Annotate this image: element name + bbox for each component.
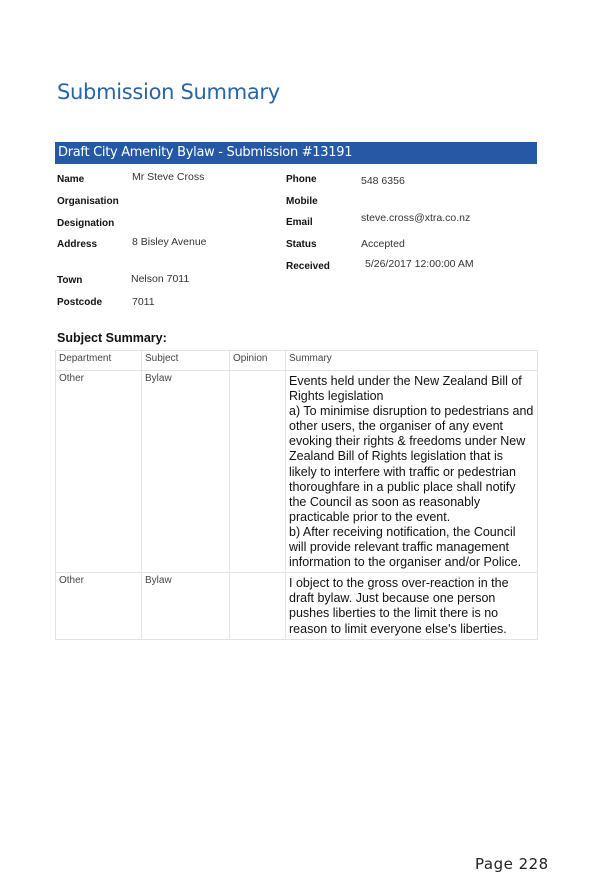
designation-label: Designation [57, 218, 115, 229]
subject-cell: Bylaw [142, 573, 230, 639]
address-value: 8 Bisley Avenue [132, 236, 207, 248]
name-value: Mr Steve Cross [132, 171, 205, 183]
column-header-opinion: Opinion [230, 351, 286, 371]
email-value: steve.cross@xtra.co.nz [361, 212, 471, 224]
column-header-department: Department [56, 351, 142, 371]
table-row [56, 371, 538, 573]
email-label: Email [286, 217, 313, 228]
department-cell: Other [56, 371, 142, 573]
postcode-value: 7011 [132, 296, 155, 308]
summary-cell [286, 371, 538, 573]
mobile-label: Mobile [286, 196, 318, 207]
subject-summary-heading: Subject Summary: [57, 331, 167, 345]
received-value: 5/26/2017 12:00:00 AM [365, 258, 474, 270]
phone-value: 548 6356 [361, 175, 405, 187]
status-value: Accepted [361, 238, 405, 250]
address-label: Address [57, 239, 98, 250]
summary-line: b) After receiving notification, the Council will provide relevant traffic management information to the organiser and/or Police. [289, 524, 522, 570]
column-header-subject: Subject [142, 351, 230, 371]
subject-cell: Bylaw [142, 371, 230, 573]
town-value: Nelson 7011 [131, 273, 190, 285]
summary-line: Events held under the New Zealand Bill of Rights legislation [289, 374, 522, 404]
town-label: Town [57, 275, 83, 286]
opinion-cell [230, 371, 286, 573]
postcode-label: Postcode [57, 297, 103, 308]
table-header-row [56, 351, 538, 371]
status-label: Status [286, 239, 317, 250]
department-cell: Other [56, 573, 142, 639]
organisation-label: Organisation [57, 196, 119, 207]
page-title: Submission Summary [57, 80, 280, 104]
name-label: Name [57, 174, 85, 185]
phone-label: Phone [286, 174, 317, 185]
received-label: Received [286, 261, 330, 272]
table-row [56, 573, 538, 639]
submission-banner: Draft City Amenity Bylaw - Submission #13191 [55, 142, 537, 164]
summary-line: I object to the gross over-reaction in the draft bylaw. Just because one person pushes liberties to the limit there is no reason to limit everyone else's liberties. [289, 576, 509, 636]
opinion-cell [230, 573, 286, 639]
summary-line: a) To minimise disruption to pedestrians and other users, the organiser of any event evoking their rights & freedoms under New Zealand Bill of Rights legislation that is likely to interfere with traffic or pedestrian thoroughfare in a public place shall notify the Council as soon as reasonably practicable prior to the event. [289, 404, 534, 524]
summary-cell [286, 573, 538, 639]
column-header-summary: Summary [286, 351, 538, 371]
subject-summary-table [55, 350, 538, 640]
page-number: Page 228 [475, 855, 549, 873]
